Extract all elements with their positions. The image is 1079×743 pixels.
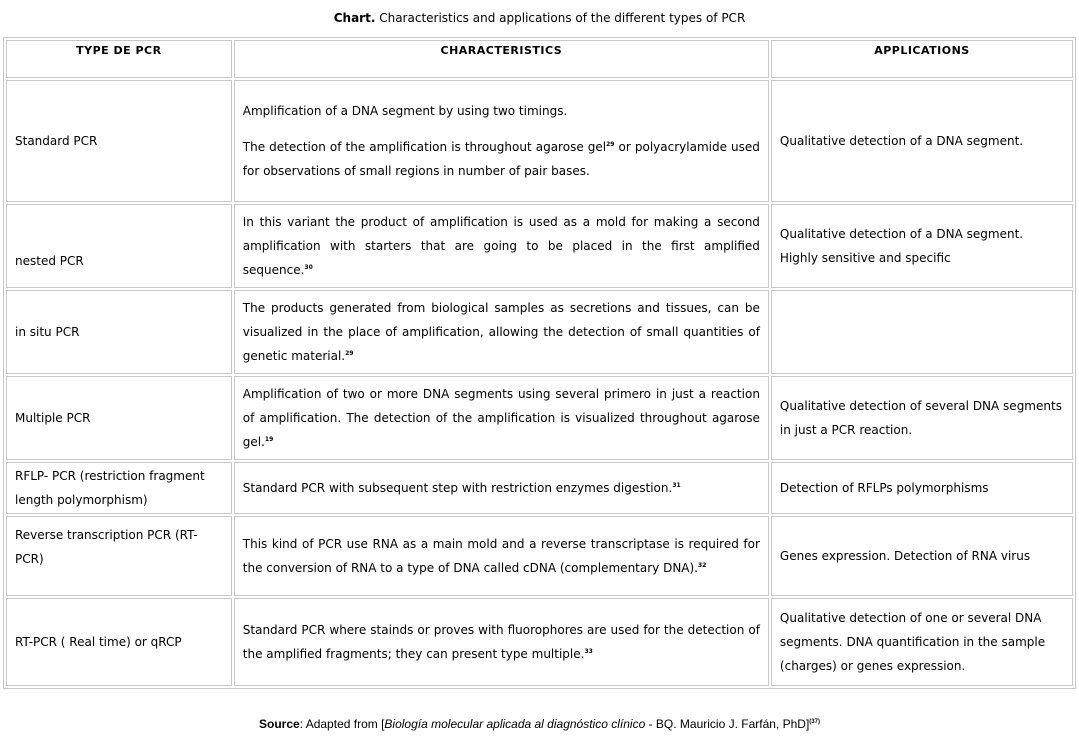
table-caption xyxy=(0,10,1079,26)
characteristics-text: Standard PCR with subsequent step with restriction enzymes digestion. xyxy=(242,481,673,495)
characteristics-cell xyxy=(234,204,769,288)
table-row xyxy=(6,516,1073,596)
applications-cell xyxy=(771,204,1073,288)
source-reference: (37) xyxy=(809,719,820,725)
reference-number: 32 xyxy=(698,562,707,569)
applications-cell: Detection of RFLPs polymorphisms xyxy=(771,462,1073,514)
applications-line: Highly sensitive and specific xyxy=(779,251,951,265)
reference-number: 31 xyxy=(672,482,681,489)
type-cell: Standard PCR xyxy=(6,80,232,202)
type-cell xyxy=(6,462,232,514)
header-type: TYPE DE PCR xyxy=(6,40,232,78)
applications-cell xyxy=(771,290,1073,374)
applications-cell: Qualitative detection of one or several DNA segments. DNA quantification in the sample (charges) or genes expression. xyxy=(771,598,1073,686)
type-cell: Multiple PCR xyxy=(6,376,232,460)
table-row xyxy=(6,462,1073,514)
pcr-table xyxy=(3,37,1076,689)
applications-line: Qualitative detection of a DNA segment. xyxy=(779,227,1024,241)
source-label: Source xyxy=(259,717,300,731)
characteristics-cell xyxy=(234,516,769,596)
characteristics-cell xyxy=(234,462,769,514)
characteristics-text: In this variant the product of amplification is used as a mold for making a second amplification with starters that are going to be placed in the first amplified sequence. xyxy=(242,215,760,277)
characteristics-cell xyxy=(234,290,769,374)
table-row xyxy=(6,290,1073,374)
table-row xyxy=(6,376,1073,460)
table-header-row xyxy=(6,40,1073,78)
characteristics-cell xyxy=(234,376,769,460)
type-cell: Reverse transcription PCR (RT-PCR) xyxy=(6,516,232,596)
type-cell: RT-PCR ( Real time) or qRCP xyxy=(6,598,232,686)
source-suffix: - BQ. Mauricio J. Farfán, PhD] xyxy=(645,717,810,731)
header-applications: APPLICATIONS xyxy=(771,40,1073,78)
reference-number: 33 xyxy=(584,648,593,655)
characteristics-text: The products generated from biological samples as secretions and tissues, can be visualized in the place of amplification, allowing the detection of small quantities of genetic material. xyxy=(242,301,760,363)
source-book-title: Biología molecular aplicada al diagnóstico clínico xyxy=(384,717,646,731)
type-cell: nested PCR xyxy=(6,204,232,288)
header-characteristics: CHARACTERISTICS xyxy=(234,40,769,78)
source-note xyxy=(0,716,1079,732)
characteristics-text: Amplification of two or more DNA segments using several primero in just a reaction of amplification. The detection of the amplification is visualized throughout agarose gel. xyxy=(242,387,760,449)
characteristics-text: or polyacrylamide used for observations of small regions in number of pair bases. xyxy=(242,140,760,178)
characteristics-text: The detection of the amplification is throughout agarose gel xyxy=(242,140,607,154)
applications-cell: Qualitative detection of a DNA segment. xyxy=(771,80,1073,202)
characteristics-cell xyxy=(234,80,769,202)
type-cell: in situ PCR xyxy=(6,290,232,374)
reference-number: 29 xyxy=(606,141,615,148)
table-row xyxy=(6,204,1073,288)
caption-text: Characteristics and applications of the different types of PCR xyxy=(379,11,746,25)
reference-number: 19 xyxy=(264,436,274,443)
caption-label: Chart. xyxy=(333,11,376,25)
characteristics-text: Standard PCR where stainds or proves with fluorophores are used for the detection of the amplified fragments; they can present type multiple. xyxy=(242,623,760,661)
applications-cell: Genes expression. Detection of RNA virus xyxy=(771,516,1073,596)
characteristics-cell xyxy=(234,598,769,686)
reference-number: 29 xyxy=(345,350,354,357)
characteristics-paragraph xyxy=(243,135,760,183)
table-row xyxy=(6,598,1073,686)
characteristics-paragraph: Amplification of a DNA segment by using two timings. xyxy=(242,104,568,118)
table-row xyxy=(6,80,1073,202)
type-text: RFLP- PCR (restriction fragment length polymorphism) xyxy=(15,469,205,507)
characteristics-text: This kind of PCR use RNA as a main mold and a reverse transcriptase is required for the conversion of RNA to a type of DNA called cDNA (complementary DNA). xyxy=(242,537,760,575)
source-prefix: : Adapted from [ xyxy=(299,717,385,731)
applications-cell: Qualitative detection of several DNA segments in just a PCR reaction. xyxy=(771,376,1073,460)
reference-number: 30 xyxy=(304,264,313,271)
